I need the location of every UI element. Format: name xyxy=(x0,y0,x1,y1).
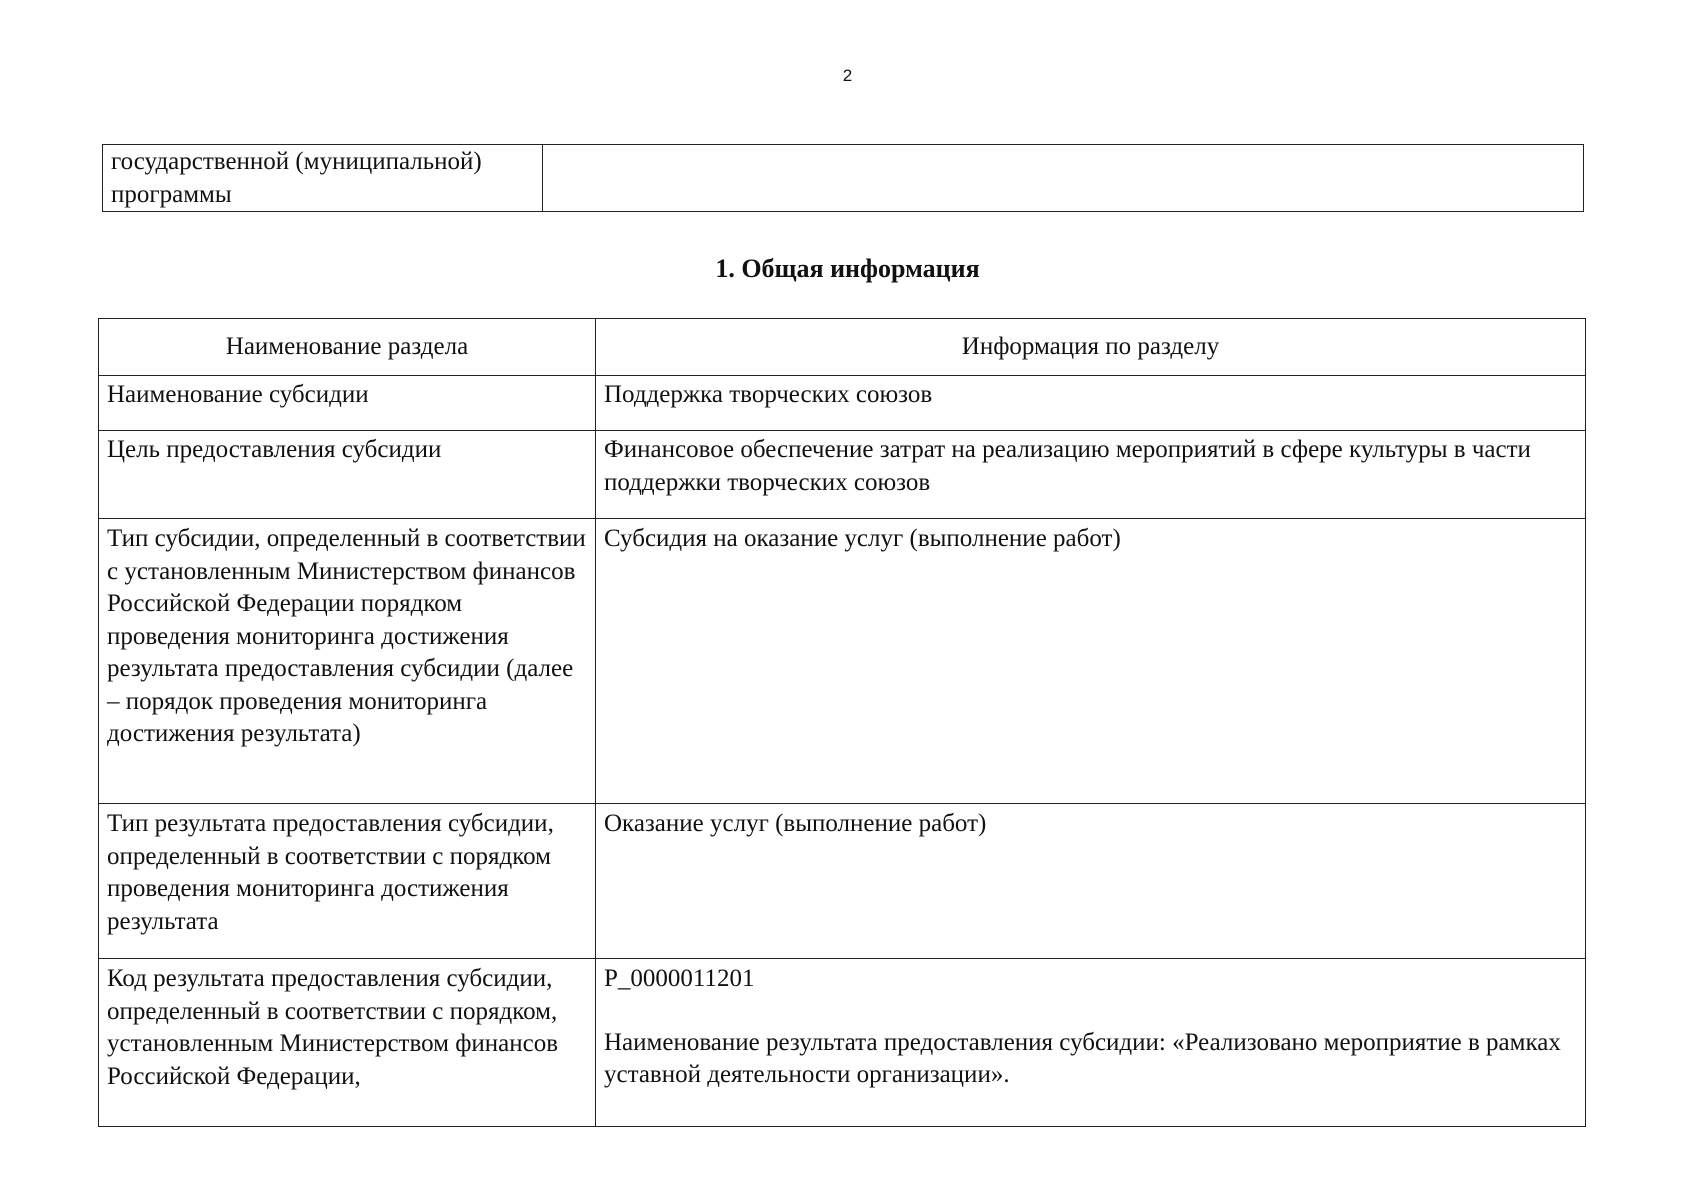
general-info-table xyxy=(98,318,1586,1127)
header-section-name: Наименование раздела xyxy=(99,319,596,376)
header-section-info: Информация по разделу xyxy=(596,319,1586,376)
row-value-subsidy-type: Субсидия на оказание услуг (выполнение работ) xyxy=(596,519,1586,804)
row-value-result-code-cell xyxy=(596,959,1586,1127)
table-row xyxy=(103,145,1584,212)
row-label-subsidy-type: Тип субсидии, определенный в соответствии с установленным Министерством финансов Российской Федерации порядком проведения мониторинга достижения результата предоставления субсидии (далее – порядок проведения мониторинга достижения результата) xyxy=(99,519,596,804)
previous-table-fragment xyxy=(102,144,1584,212)
table-row xyxy=(99,431,1586,519)
table-row xyxy=(99,376,1586,431)
previous-table-left-cell: государственной (муниципальной) программы xyxy=(103,145,543,212)
row-label-result-code: Код результата предоставления субсидии, определенный в соответствии с порядком, установленным Министерством финансов Российской Федерации, xyxy=(99,959,596,1127)
row-label-subsidy-name: Наименование субсидии xyxy=(99,376,596,431)
table-header-row xyxy=(99,319,1586,376)
row-value-subsidy-name: Поддержка творческих союзов xyxy=(596,376,1586,431)
table-row xyxy=(99,519,1586,804)
row-label-subsidy-goal: Цель предоставления субсидии xyxy=(99,431,596,519)
page-number: 2 xyxy=(842,66,853,85)
previous-table-right-cell xyxy=(543,145,1584,212)
row-value-result-type: Оказание услуг (выполнение работ) xyxy=(596,804,1586,959)
section-title: 1. Общая информация xyxy=(715,254,980,283)
result-code: P_0000011201 xyxy=(604,965,755,992)
row-value-subsidy-goal: Финансовое обеспечение затрат на реализацию мероприятий в сфере культуры в части поддержки творческих союзов xyxy=(596,431,1586,519)
table-row xyxy=(99,959,1586,1127)
result-name-note: Наименование результата предоставления субсидии: «Реализовано мероприятие в рамках уставной деятельности организации». xyxy=(604,1028,1561,1088)
row-label-result-type: Тип результата предоставления субсидии, определенный в соответствии с порядком проведения мониторинга достижения результата xyxy=(99,804,596,959)
table-row xyxy=(99,804,1586,959)
